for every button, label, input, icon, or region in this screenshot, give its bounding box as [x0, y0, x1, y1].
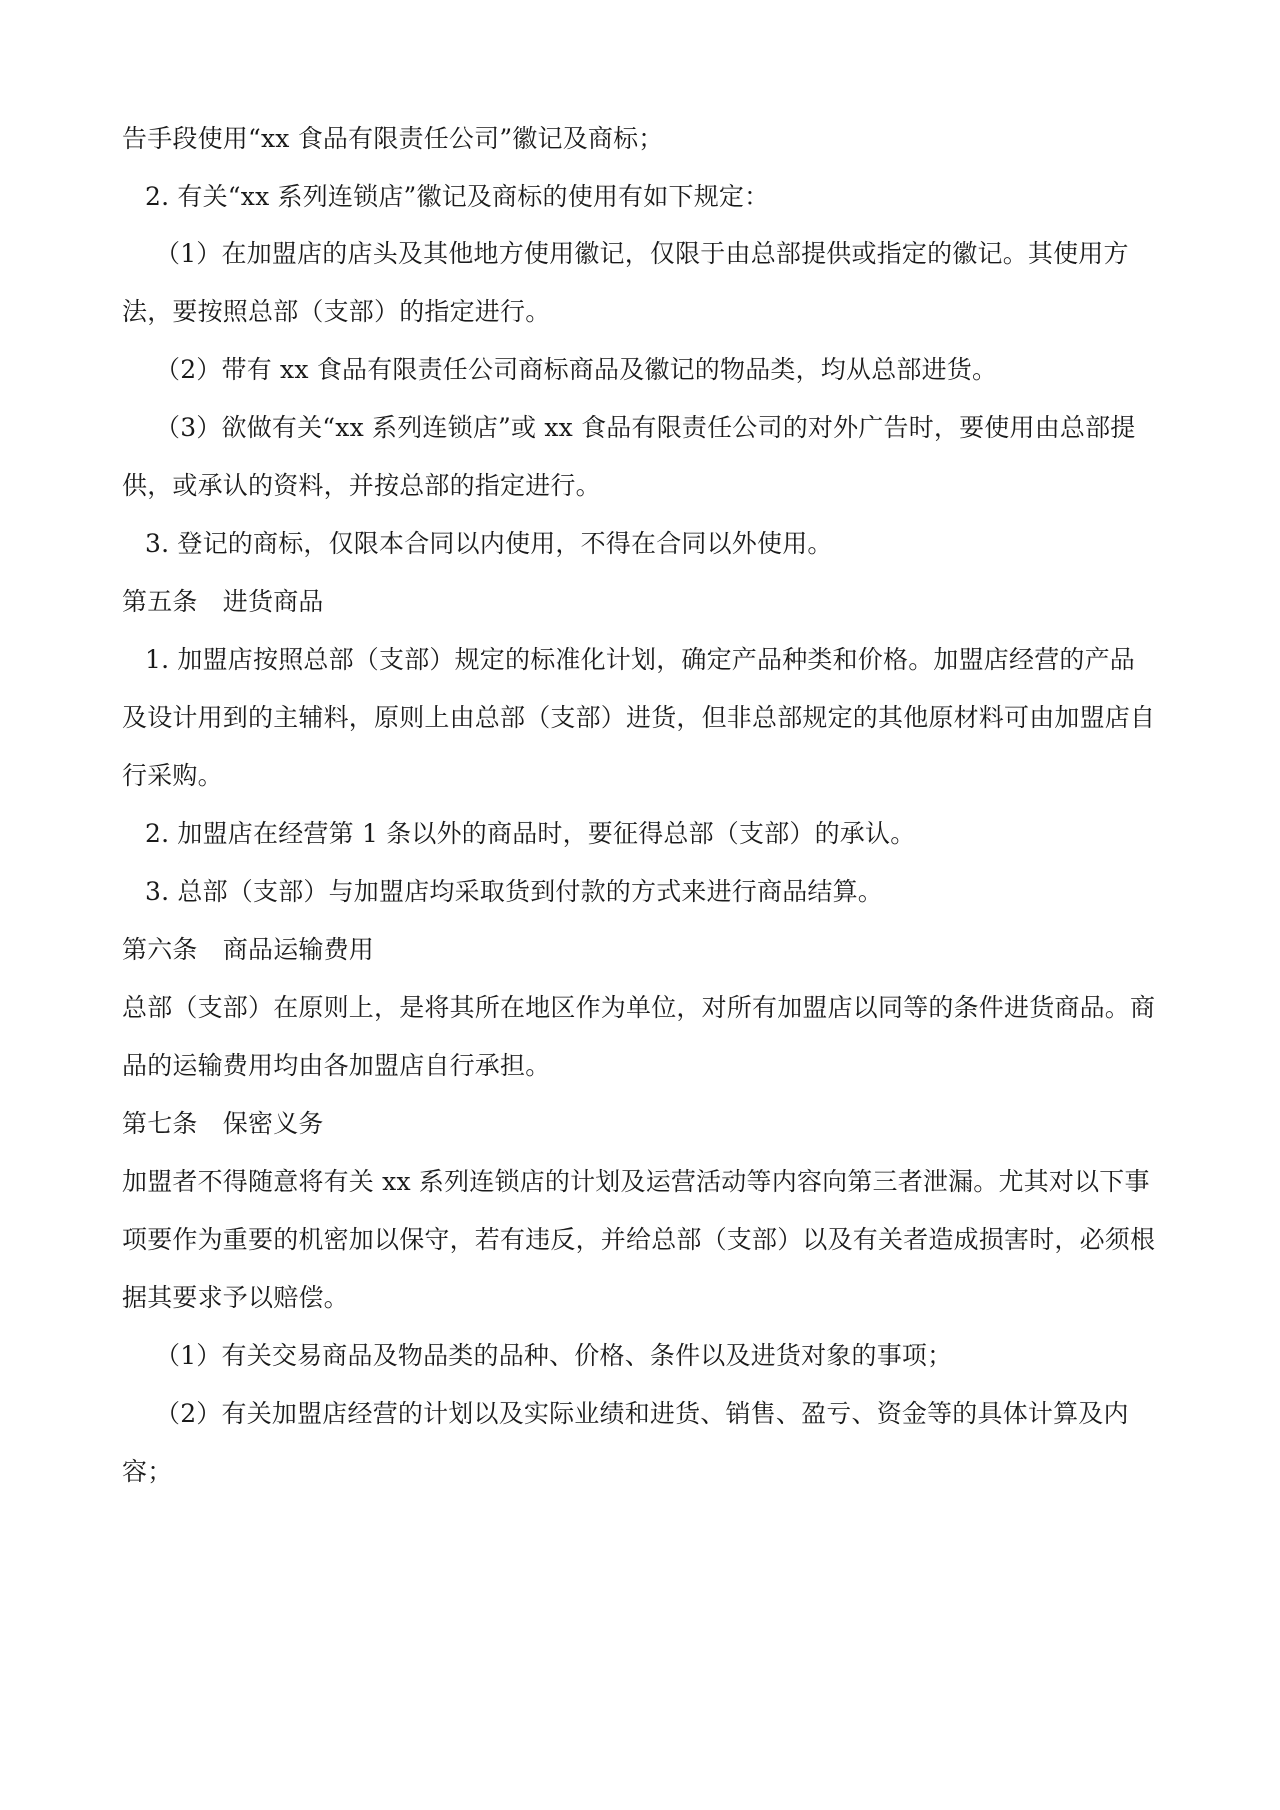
text-line: 加盟者不得随意将有关 xx 系列连锁店的计划及运营活动等内容向第三者泄漏。尤其对以下事: [122, 1167, 1150, 1196]
sub-list-item: （1）在加盟店的店头及其他地方使用徽记，仅限于由总部提供或指定的徽记。其使用方: [155, 239, 1129, 268]
text-line: 据其要求予以赔偿。: [122, 1283, 349, 1312]
text-line: 品的运输费用均由各加盟店自行承担。: [122, 1051, 551, 1080]
list-item: 2. 加盟店在经营第 1 条以外的商品时，要征得总部（支部）的承认。: [145, 819, 916, 848]
text-line: 供，或承认的资料，并按总部的指定进行。: [122, 471, 601, 500]
text-line: 项要作为重要的机密加以保守，若有违反，并给总部（支部）以及有关者造成损害时，必须根: [122, 1225, 1156, 1254]
list-item: 3. 总部（支部）与加盟店均采取货到付款的方式来进行商品结算。: [145, 877, 884, 906]
list-item: 3. 登记的商标，仅限本合同以内使用，不得在合同以外使用。: [145, 529, 833, 558]
sub-list-item: （1）有关交易商品及物品类的品种、价格、条件以及进货对象的事项；: [155, 1341, 953, 1370]
text-line: 容；: [122, 1457, 173, 1486]
sub-list-item: （2）有关加盟店经营的计划以及实际业绩和进货、销售、盈亏、资金等的具体计算及内: [155, 1399, 1129, 1428]
text-line: 及设计用到的主辅料，原则上由总部（支部）进货，但非总部规定的其他原材料可由加盟店自: [122, 703, 1156, 732]
section-heading: 第六条 商品运输费用: [122, 935, 375, 964]
text-line: 总部（支部）在原则上，是将其所在地区作为单位，对所有加盟店以同等的条件进货商品。商: [122, 993, 1156, 1022]
list-item: 2. 有关“xx 系列连锁店”徽记及商标的使用有如下规定：: [145, 182, 770, 211]
section-heading: 第七条 保密义务: [122, 1109, 324, 1138]
text-line: 法，要按照总部（支部）的指定进行。: [122, 297, 551, 326]
list-item: 1. 加盟店按照总部（支部）规定的标准化计划，确定产品种类和价格。加盟店经营的产品: [145, 645, 1136, 674]
text-line: 告手段使用“xx 食品有限责任公司”徽记及商标；: [122, 124, 664, 153]
sub-list-item: （3）欲做有关“xx 系列连锁店”或 xx 食品有限责任公司的对外广告时，要使用由总部提: [155, 413, 1136, 442]
section-heading: 第五条 进货商品: [122, 587, 324, 616]
sub-list-item: （2）带有 xx 食品有限责任公司商标商品及徽记的物品类，均从总部进货。: [155, 355, 998, 384]
text-line: 行采购。: [122, 761, 223, 790]
